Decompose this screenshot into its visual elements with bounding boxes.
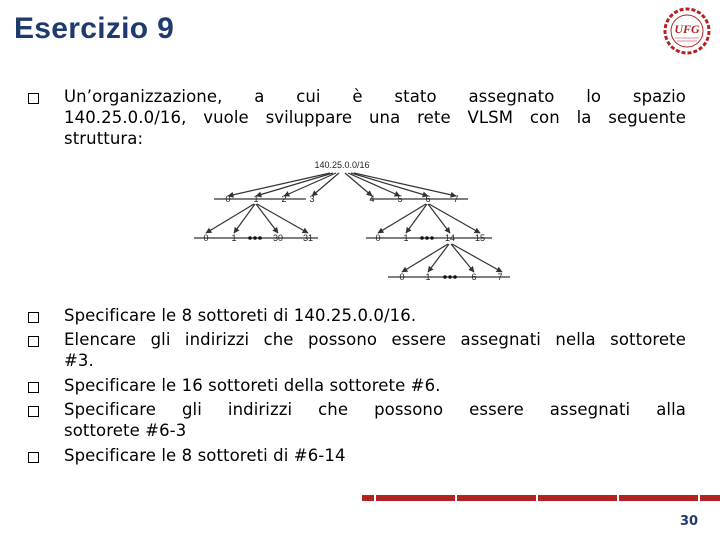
- slide-title: Esercizio 9: [14, 12, 175, 45]
- task-item-2: Elencare gli indirizzi che possono essere assegnati nella sottorete: [64, 330, 686, 349]
- level2-label: 31: [302, 233, 314, 243]
- bullet-icon: [28, 312, 39, 323]
- logo-text: UFG: [674, 22, 700, 36]
- level1-label: 6: [425, 194, 431, 204]
- level2-label: 0: [375, 233, 381, 243]
- footer-divider: [617, 495, 619, 501]
- bullet-icon: [28, 382, 39, 393]
- task-item-4-cont: sottorete #6-3: [64, 421, 187, 440]
- level1-label: 3: [309, 194, 315, 204]
- level2-label: 30: [272, 233, 284, 243]
- footer-bar: [362, 495, 720, 501]
- task-item-2-cont: #3.: [64, 351, 94, 370]
- level1-label: 5: [397, 194, 403, 204]
- footer-divider: [374, 495, 376, 501]
- level2-label: 1: [403, 233, 409, 243]
- root-label: 140.25.0.0/16: [314, 160, 370, 170]
- intro-line-2: 140.25.0.0/16, vuole sviluppare una rete VLSM con la seguente: [64, 108, 686, 127]
- footer-divider: [698, 495, 700, 501]
- level1-label: 0: [225, 194, 231, 204]
- bullet-icon: [28, 336, 39, 347]
- level2-label: 0: [203, 233, 209, 243]
- level3-label: 7: [497, 272, 503, 282]
- level1-label: 4: [369, 194, 375, 204]
- level1-label: 1: [253, 194, 259, 204]
- bullet-icon: [28, 452, 39, 463]
- level2-label: 1: [231, 233, 237, 243]
- task-item-3: Specificare le 16 sottoreti della sottorete #6.: [64, 376, 441, 395]
- level3-label: 6: [471, 272, 477, 282]
- vlsm-tree-diagram: [190, 156, 510, 288]
- level2-label: 15: [474, 233, 486, 243]
- bullet-icon: [28, 406, 39, 417]
- page-number: 30: [680, 514, 699, 529]
- task-item-5: Specificare le 8 sottoreti di #6-14: [64, 446, 346, 465]
- level2-label: 14: [444, 233, 456, 243]
- task-item-4: Specificare gli indirizzi che possono essere assegnati alla: [64, 400, 686, 419]
- bullet-icon: [28, 93, 39, 104]
- university-logo: [658, 6, 716, 56]
- footer-divider: [455, 495, 457, 501]
- footer-divider: [536, 495, 538, 501]
- level1-label: 2: [281, 194, 287, 204]
- intro-line-1: Un’organizzazione, a cui è stato assegnato lo spazio: [64, 87, 686, 106]
- level3-label: 0: [399, 272, 405, 282]
- level1-label: 7: [453, 194, 459, 204]
- task-item-1: Specificare le 8 sottoreti di 140.25.0.0/16.: [64, 306, 417, 325]
- level3-label: 1: [425, 272, 431, 282]
- intro-line-3: struttura:: [64, 129, 144, 148]
